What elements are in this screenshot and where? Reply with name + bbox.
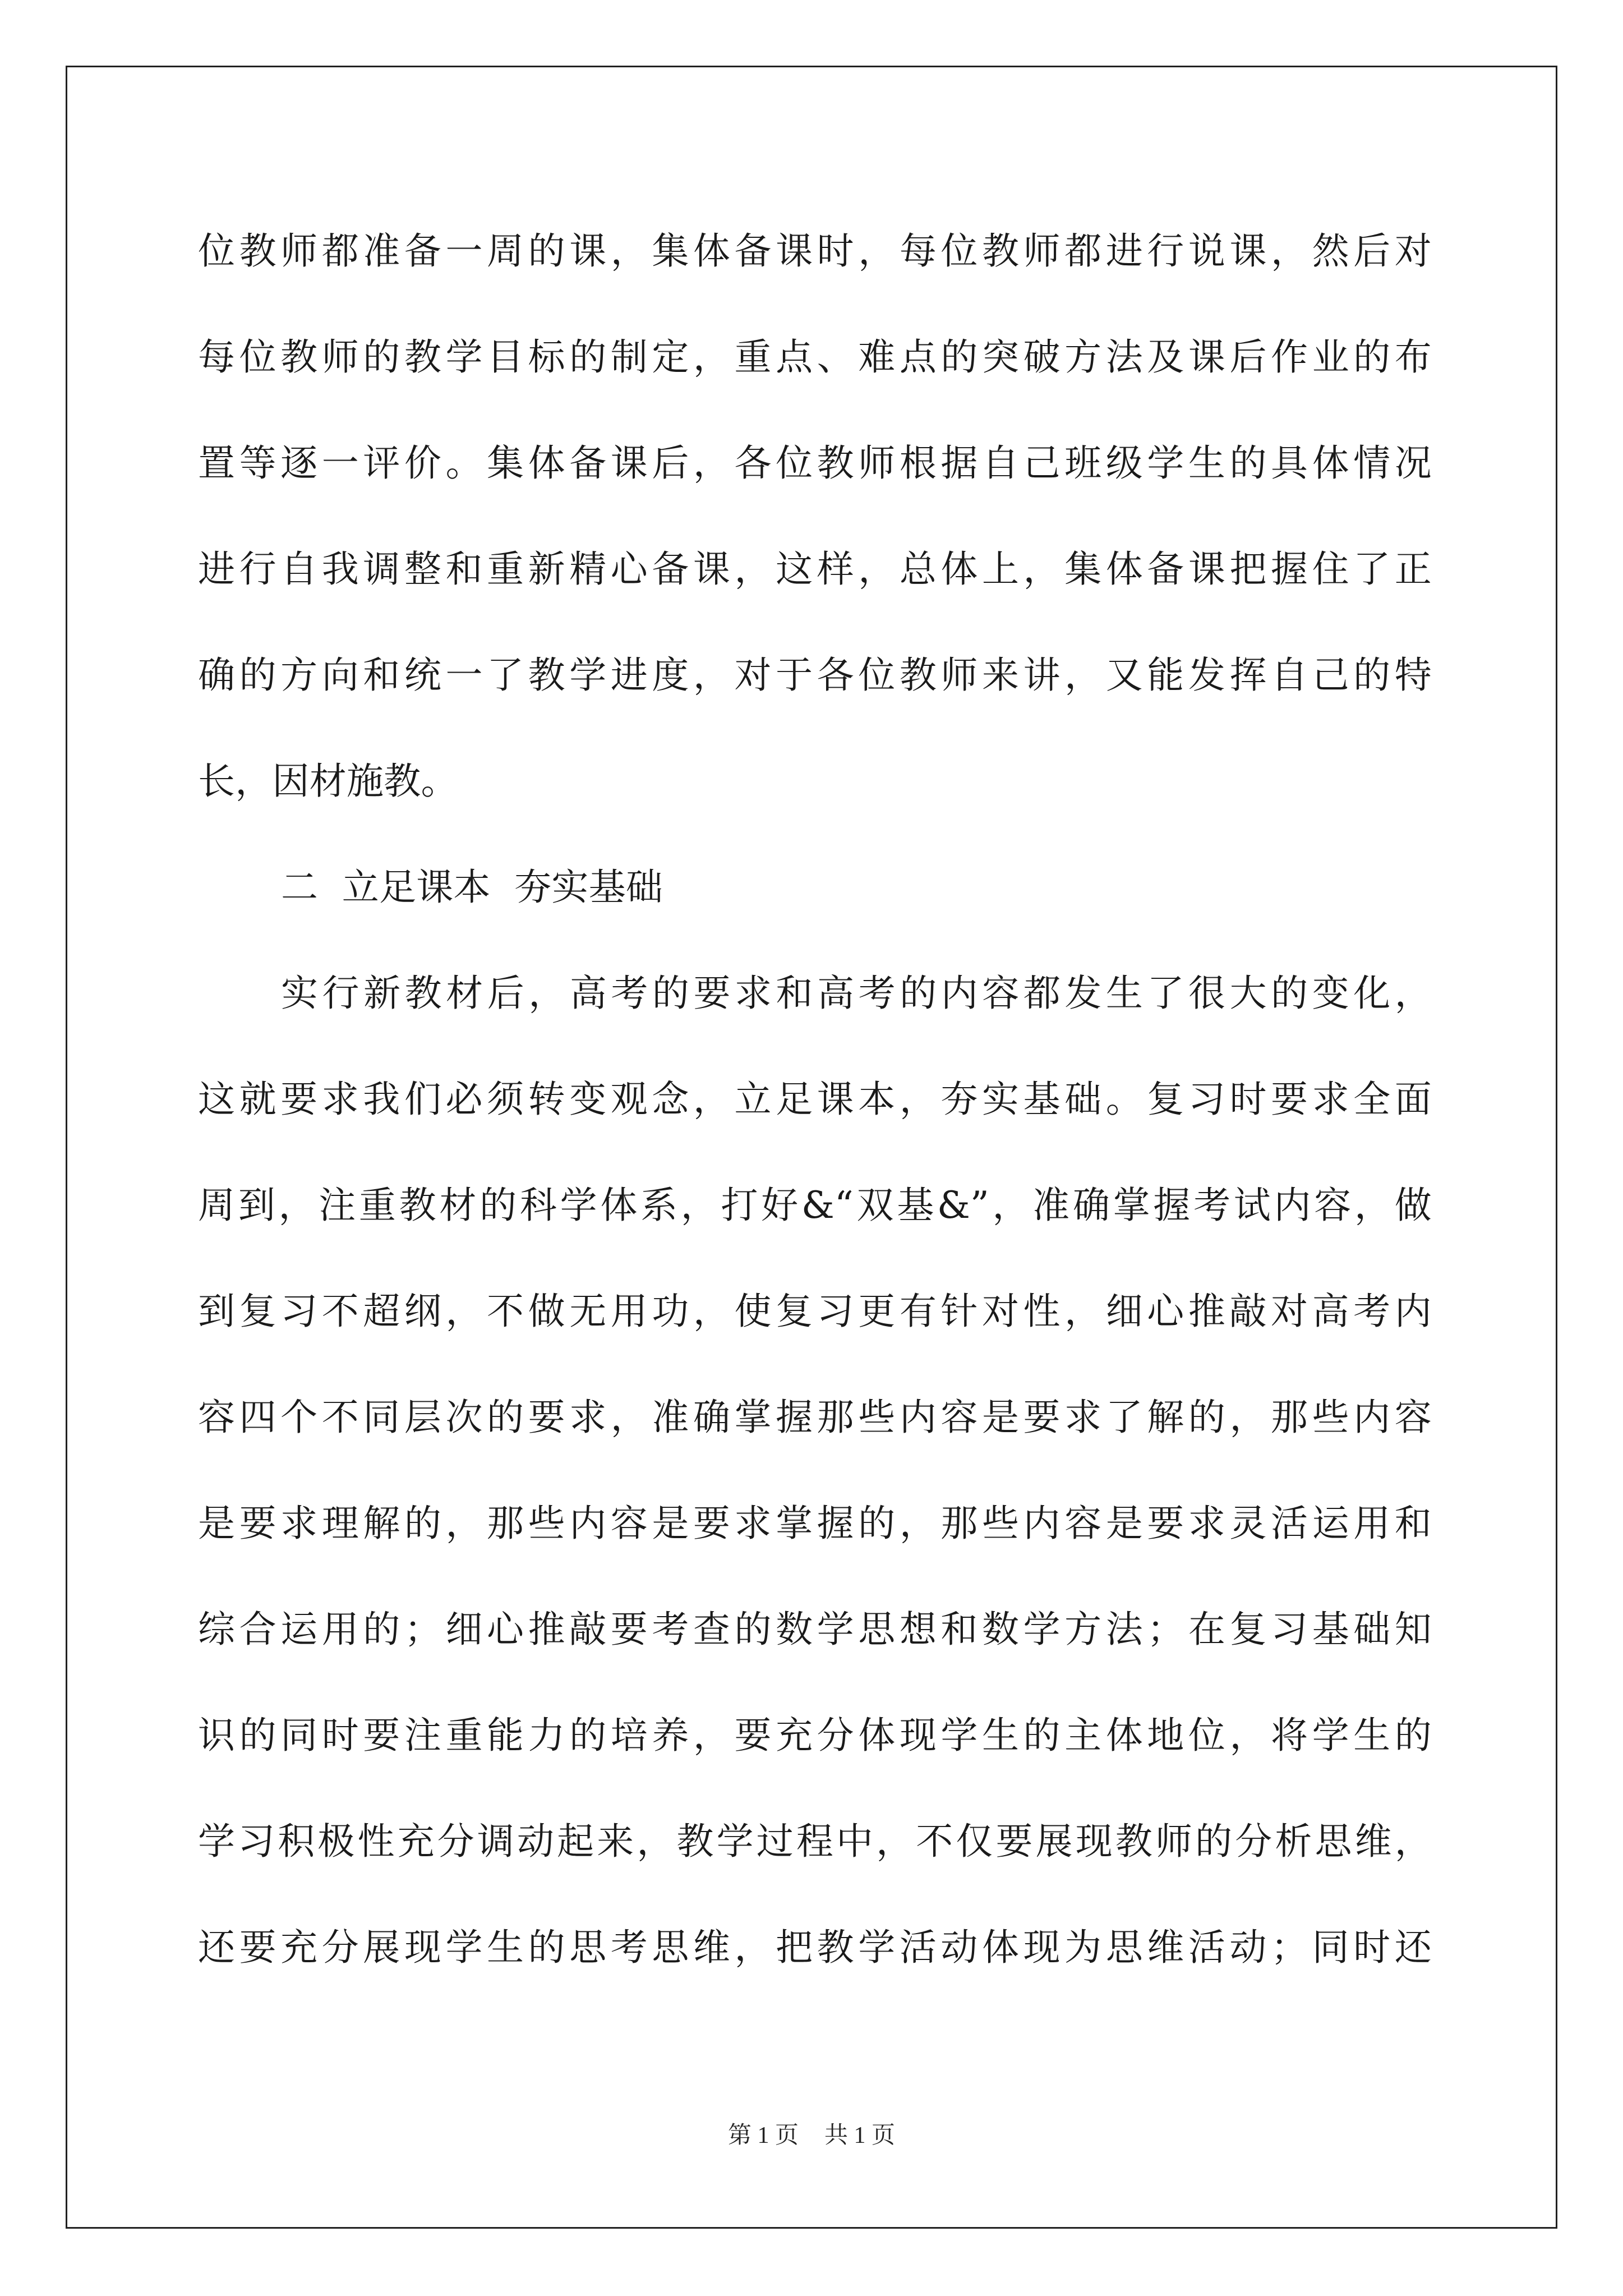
- body-line: 周到，注重教材的科学体系，打好&“双基&”，准确掌握考试内容，做: [198, 1184, 1432, 1227]
- page-number: 第 1 页: [727, 2123, 799, 2148]
- body-line: 到复习不超纲，不做无用功，使复习更有针对性，细心推敲对高考内: [198, 1290, 1432, 1333]
- paragraph-first-line: 实行新教材后，高考的要求和高考的内容都发生了很大的变化，: [281, 972, 1432, 1015]
- body-line: 是要求理解的，那些内容是要求掌握的，那些内容是要求灵活运用和: [198, 1502, 1432, 1545]
- body-line: 确的方向和统一了教学进度，对于各位教师来讲，又能发挥自己的特: [198, 654, 1432, 697]
- body-line: 每位教师的教学目标的制定，重点、难点的突破方法及课后作业的布: [198, 335, 1432, 379]
- body-line: 长，因材施教。: [198, 760, 458, 803]
- body-line: 识的同时要注重能力的培养，要充分体现学生的主体地位，将学生的: [198, 1714, 1432, 1757]
- page-footer: [0, 2122, 1623, 2150]
- page-total: 共 1 页: [824, 2123, 896, 2148]
- body-line: 这就要求我们必须转变观念，立足课本，夯实基础。复习时要求全面: [198, 1078, 1432, 1121]
- section-heading: 二 立足课本 夯实基础: [281, 866, 663, 909]
- body-line: 容四个不同层次的要求，准确掌握那些内容是要求了解的，那些内容: [198, 1396, 1432, 1439]
- body-line: 综合运用的；细心推敲要考查的数学思想和数学方法；在复习基础知: [198, 1608, 1432, 1651]
- body-line: 置等逐一评价。集体备课后，各位教师根据自己班级学生的具体情况: [198, 441, 1432, 485]
- body-line: 进行自我调整和重新精心备课，这样，总体上，集体备课把握住了正: [198, 547, 1432, 591]
- body-line: 还要充分展现学生的思考思维，把教学活动体现为思维活动；同时还: [198, 1926, 1432, 1969]
- document-body: [198, 218, 1432, 2020]
- body-line: 学习积极性充分调动起来，教学过程中，不仅要展现教师的分析思维，: [198, 1820, 1432, 1863]
- body-line: 位教师都准备一周的课，集体备课时，每位教师都进行说课，然后对: [198, 229, 1432, 273]
